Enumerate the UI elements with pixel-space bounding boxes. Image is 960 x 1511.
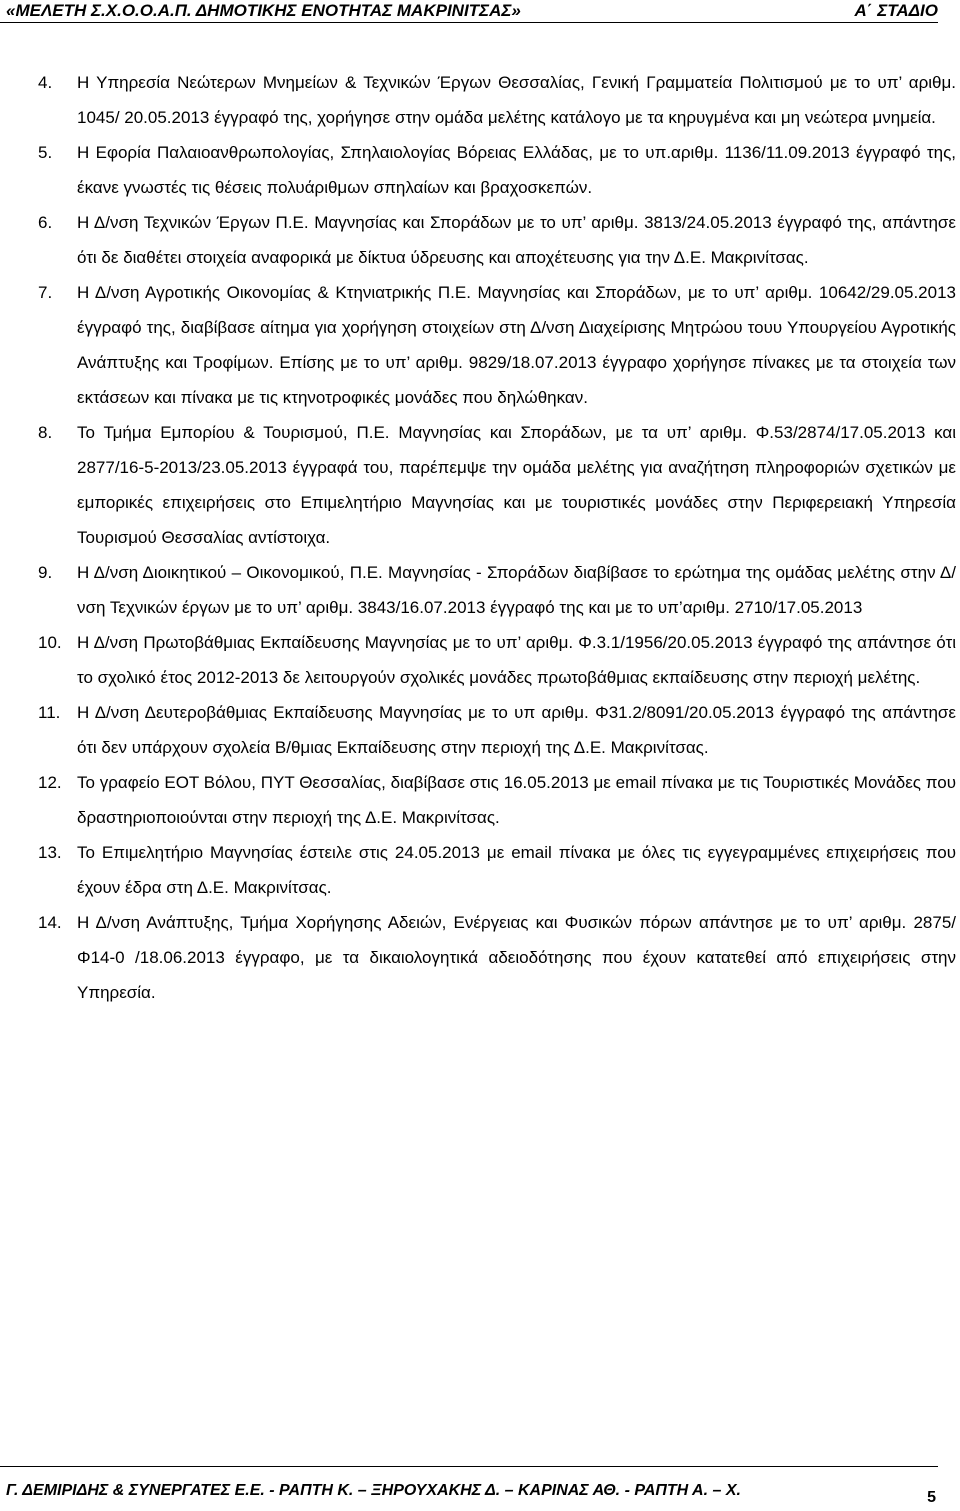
page-number: 5: [927, 1489, 936, 1506]
item-text: Το Επιμελητήριο Μαγνησίας έστειλε στις 24.05.2013 με email πίνακα με όλες τις εγγεγραμμένες επιχειρήσεις που έχουν έδρα στη Δ.Ε. Μακρινίτσας.: [77, 843, 956, 897]
item-number: 11.: [38, 703, 61, 722]
list-item: [38, 625, 956, 695]
item-number: 4.: [38, 73, 53, 92]
item-text: Η Δ/νση Ανάπτυξης, Τμήμα Χορήγησης Αδειών, Ενέργειας και Φυσικών πόρων απάντησε με το υπ’ αριθμ. 2875/Φ14-0 /18.06.2013 έγγραφο, με τα δικαιολογητικά αδειοδότησης που έχουν κατατεθεί από επιχειρήσεις στην Υπηρεσία.: [77, 913, 956, 1002]
header-document-title: «ΜΕΛΕΤΗ Σ.Χ.Ο.Ο.Α.Π. ΔΗΜΟΤΙΚΗΣ ΕΝΟΤΗΤΑΣ ΜΑΚΡΙΝΙΤΣΑΣ»: [6, 1, 521, 20]
footer-authors: Γ. ΔΕΜΙΡΙΔΗΣ & ΣΥΝΕΡΓΑΤΕΣ Ε.Ε. - ΡΑΠΤΗ Κ. – ΞΗΡΟΥΧΑΚΗΣ Δ. – ΚΑΡΙΝΑΣ ΑΘ. - ΡΑΠΤΗ Α. – Χ.: [6, 1482, 741, 1499]
item-text: Η Δ/νση Πρωτοβάθμιας Εκπαίδευσης Μαγνησίας με το υπ’ αριθμ. Φ.3.1/1956/20.05.2013 έγγραφό της απάντησε ότι το σχολικό έτος 2012-2013 δε λειτουργούν σχολικές μονάδες πρωτοβάθμιας εκπαίδευσης στην περιοχή μελέτης.: [77, 633, 956, 687]
header-stage: Α΄ ΣΤΑΔΙΟ: [854, 1, 938, 20]
list-item: [38, 135, 956, 205]
item-text: Η Εφορία Παλαιοανθρωπολογίας, Σπηλαιολογίας Βόρειας Ελλάδας, με το υπ.αριθμ. 1136/11.09.2013 έγγραφό της, έκανε γνωστές τις θέσεις πολυάριθμων σπηλαίων και βραχοσκεπών.: [77, 143, 956, 197]
item-number: 6.: [38, 213, 53, 232]
list-item: [38, 415, 956, 555]
list-item: [38, 905, 956, 1010]
document-body: [38, 65, 956, 1010]
list-item: [38, 835, 956, 905]
item-number: 10.: [38, 633, 62, 652]
item-text: Το γραφείο ΕΟΤ Βόλου, ΠΥΤ Θεσσαλίας, διαβίβασε στις 16.05.2013 με email πίνακα με τις Τουριστικές Μονάδες που δραστηριοποιούνται στην περιοχή της Δ.Ε. Μακρινίτσας.: [77, 773, 956, 827]
page-header: [0, 0, 960, 22]
list-item: [38, 695, 956, 765]
item-text: Η Δ/νση Δευτεροβάθμιας Εκπαίδευσης Μαγνησίας με το υπ αριθμ. Φ31.2/8091/20.05.2013 έγγραφό της απάντησε ότι δεν υπάρχουν σχολεία Β/θμιας Εκπαίδευσης στην περιοχή της Δ.Ε. Μακρινίτσας.: [77, 703, 956, 757]
footer-rule: [0, 1466, 938, 1467]
item-number: 9.: [38, 563, 53, 582]
item-number: 7.: [38, 283, 53, 302]
item-number: 5.: [38, 143, 53, 162]
item-text: Η Δ/νση Διοικητικού – Οικονομικού, Π.Ε. Μαγνησίας - Σποράδων διαβίβασε το ερώτημα της ομάδας μελέτης στην Δ/νση Τεχνικών έργων με το υπ’ αριθμ. 3843/16.07.2013 έγγραφό της και με το υπ’αριθμ. 2710/17.05.2013: [77, 563, 956, 617]
item-number: 13.: [38, 843, 62, 862]
page-footer: [0, 1466, 960, 1511]
list-item: [38, 765, 956, 835]
item-text: Η Υπηρεσία Νεώτερων Μνημείων & Τεχνικών Έργων Θεσσαλίας, Γενική Γραμματεία Πολιτισμού με το υπ’ αριθμ. 1045/ 20.05.2013 έγγραφό της, χορήγησε στην ομάδα μελέτης κατάλογο με τα κηρυγμένα και μη νεώτερα μνημεία.: [77, 73, 956, 127]
item-text: Η Δ/νση Αγροτικής Οικονομίας & Κτηνιατρικής Π.Ε. Μαγνησίας και Σποράδων, με το υπ’ αριθμ. 10642/29.05.2013 έγγραφό της, διαβίβασε αίτημα για χορήγηση στοιχείων στη Δ/νση Διαχείρισης Μητρώου τουυ Υπουργείου Αγροτικής Ανάπτυξης και Τροφίμων. Επίσης με το υπ’ αριθμ. 9829/18.07.2013 έγγραφο χορήγησε πίνακες με τα στοιχεία των εκτάσεων και πίνακα με τις κτηνοτροφικές μονάδες που δηλώθηκαν.: [77, 283, 956, 407]
list-item: [38, 205, 956, 275]
item-text: Η Δ/νση Τεχνικών Έργων Π.Ε. Μαγνησίας και Σποράδων με το υπ’ αριθμ. 3813/24.05.2013 έγγραφό της, απάντησε ότι δε διαθέτει στοιχεία αναφορικά με δίκτυα ύδρευσης και αποχέτευσης για την Δ.Ε. Μακρινίτσας.: [77, 213, 956, 267]
item-text: Το Τμήμα Εμπορίου & Τουρισμού, Π.Ε. Μαγνησίας και Σποράδων, με τα υπ’ αριθμ. Φ.53/2874/17.05.2013 και 2877/16-5-2013/23.05.2013 έγγραφά του, παρέπεμψε την ομάδα μελέτης για αναζήτηση πληροφοριών σχετικών με εμπορικές επιχειρήσεις στο Επιμελητήριο Μαγνησίας και με τουριστικές μονάδες στην Περιφερειακή Υπηρεσία Τουρισμού Θεσσαλίας αντίστοιχα.: [77, 423, 956, 547]
list-item: [38, 65, 956, 135]
list-item: [38, 275, 956, 415]
list-item: [38, 555, 956, 625]
item-number: 8.: [38, 423, 53, 442]
item-number: 12.: [38, 773, 62, 792]
item-number: 14.: [38, 913, 62, 932]
header-rule: [0, 22, 938, 23]
